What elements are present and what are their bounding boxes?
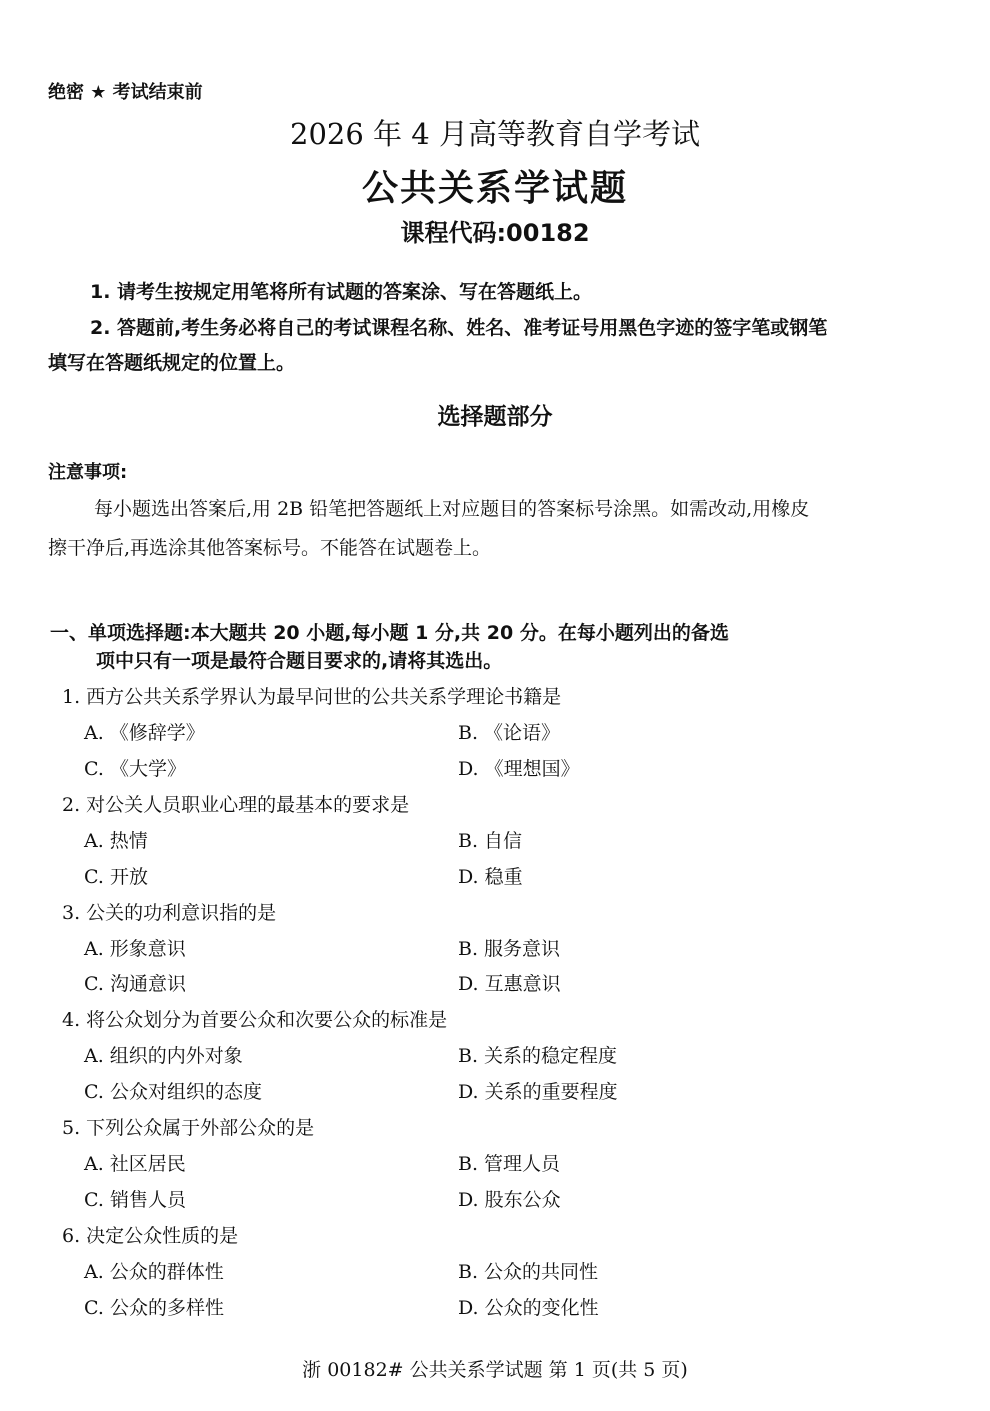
option-a: A. 热情 (84, 830, 148, 852)
question-stem: 4. 将公众划分为首要公众和次要公众的标准是 (62, 1009, 448, 1031)
part-one-heading: 一、单项选择题:本大题共 20 小题,每小题 1 分,共 20 分。在每小题列出的备选 (50, 622, 729, 644)
option-c: C. 沟通意识 (84, 973, 186, 995)
part-one-heading-cont: 项中只有一项是最符合题目要求的,请将其选出。 (96, 650, 503, 672)
option-a: A. 公众的群体性 (84, 1261, 224, 1283)
option-d: D. 稳重 (458, 866, 523, 888)
question-stem: 3. 公关的功利意识指的是 (62, 902, 277, 924)
option-a: A. 《修辞学》 (84, 722, 205, 744)
question-stem: 2. 对公关人员职业心理的最基本的要求是 (62, 794, 410, 816)
option-b: B. 管理人员 (458, 1153, 561, 1175)
option-d: D. 公众的变化性 (458, 1297, 599, 1319)
option-b: B. 公众的共同性 (458, 1261, 599, 1283)
notes-heading: 注意事项: (48, 462, 128, 483)
option-c: C. 公众的多样性 (84, 1297, 224, 1319)
page-footer: 浙 00182# 公共关系学试题 第 1 页(共 5 页) (302, 1359, 688, 1381)
notes-line-1: 每小题选出答案后,用 2B 铅笔把答题纸上对应题目的答案标号涂黑。如需改动,用橡皮 (94, 498, 810, 520)
instruction-2: 2. 答题前,考生务必将自己的考试课程名称、姓名、准考证号用黑色字迹的签字笔或钢笔 (90, 317, 828, 339)
option-d: D. 关系的重要程度 (458, 1081, 618, 1103)
instruction-2-cont: 填写在答题纸规定的位置上。 (48, 352, 296, 374)
option-b: B. 《论语》 (458, 722, 561, 744)
question-stem: 6. 决定公众性质的是 (62, 1225, 239, 1247)
course-code: 课程代码:00182 (400, 219, 590, 247)
instruction-1: 1. 请考生按规定用笔将所有试题的答案涂、写在答题纸上。 (90, 281, 593, 303)
section-title: 选择题部分 (437, 404, 553, 430)
option-a: A. 社区居民 (84, 1153, 186, 1175)
subject-title: 公共关系学试题 (361, 168, 628, 209)
option-a: A. 组织的内外对象 (84, 1045, 243, 1067)
exam-title: 2026 年 4 月高等教育自学考试 (290, 117, 700, 151)
confidential-mark: 绝密 ★ 考试结束前 (48, 82, 203, 103)
option-d: D. 股东公众 (458, 1189, 561, 1211)
option-c: C. 销售人员 (84, 1189, 186, 1211)
option-b: B. 服务意识 (458, 938, 561, 960)
option-c: C. 公众对组织的态度 (84, 1081, 262, 1103)
option-b: B. 关系的稳定程度 (458, 1045, 618, 1067)
question-stem: 5. 下列公众属于外部公众的是 (62, 1117, 315, 1139)
option-c: C. 开放 (84, 866, 148, 888)
notes-line-2: 擦干净后,再选涂其他答案标号。不能答在试题卷上。 (48, 537, 492, 559)
option-b: B. 自信 (458, 830, 523, 852)
option-d: D. 《理想国》 (458, 758, 580, 780)
option-c: C. 《大学》 (84, 758, 186, 780)
question-stem: 1. 西方公共关系学界认为最早问世的公共关系学理论书籍是 (62, 686, 562, 708)
option-d: D. 互惠意识 (458, 973, 561, 995)
option-a: A. 形象意识 (84, 938, 186, 960)
